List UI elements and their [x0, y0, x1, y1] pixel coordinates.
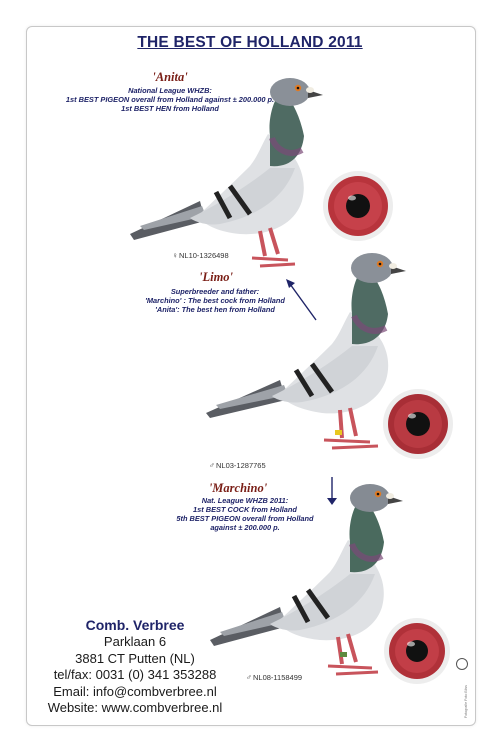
eye-photo-marchino: [383, 617, 451, 685]
desc-line: 1st BEST HEN from Holland: [121, 104, 219, 113]
sex-symbol: ♀: [172, 251, 178, 260]
contact-email: Email: info@combverbree.nl: [53, 683, 217, 699]
contact-website: Website: www.combverbree.nl: [47, 700, 223, 715]
contact-phone: tel/fax: 0031 (0) 341 353288: [53, 667, 217, 682]
desc-line: Superbreeder and father:: [170, 287, 260, 296]
contact-city: 3881 CT Putten (NL): [75, 650, 195, 666]
ring-number-limo: [209, 461, 266, 470]
desc-line: 'Marchino' : The best cock from Holland: [145, 296, 285, 305]
contact-block: [20, 616, 250, 717]
desc-line: against ± 200.000 p.: [210, 523, 280, 532]
ring-text: NL10-1326498: [179, 251, 229, 260]
desc-line: 5th BEST PIGEON overall from Holland: [176, 514, 314, 523]
desc-line: 1st BEST COCK from Holland: [193, 505, 297, 514]
eye-photo-anita: [322, 170, 394, 242]
ring-text: NL08-1158499: [253, 673, 303, 682]
pigeon-photo-anita: [120, 76, 330, 276]
photo-credit: Fotografie Foto Bliss: [464, 685, 468, 718]
desc-line: Nat. League WHZB 2011:: [201, 496, 289, 505]
desc-line: 'Anita': The best hen from Holland: [155, 305, 275, 314]
bird-name-anita: 'Anita': [152, 70, 188, 84]
desc-line: National League WHZB:: [128, 86, 212, 95]
bird-name-limo: 'Limo': [198, 270, 234, 284]
page-title: THE BEST OF HOLLAND 2011: [137, 34, 363, 51]
contact-address: Parklaan 6: [103, 634, 167, 649]
eye-photo-limo: [382, 388, 454, 460]
sex-symbol: ♂: [246, 673, 252, 682]
ring-number-marchino: [246, 673, 302, 682]
bird-name-marchino: 'Marchino': [208, 481, 268, 495]
sex-symbol: ♂: [209, 461, 215, 470]
ring-text: NL03-1287765: [216, 461, 266, 470]
desc-line: 1st BEST PIGEON overall from Holland against ± 200.000 p.: [65, 95, 275, 104]
contact-name: Comb. Verbree: [85, 617, 185, 633]
